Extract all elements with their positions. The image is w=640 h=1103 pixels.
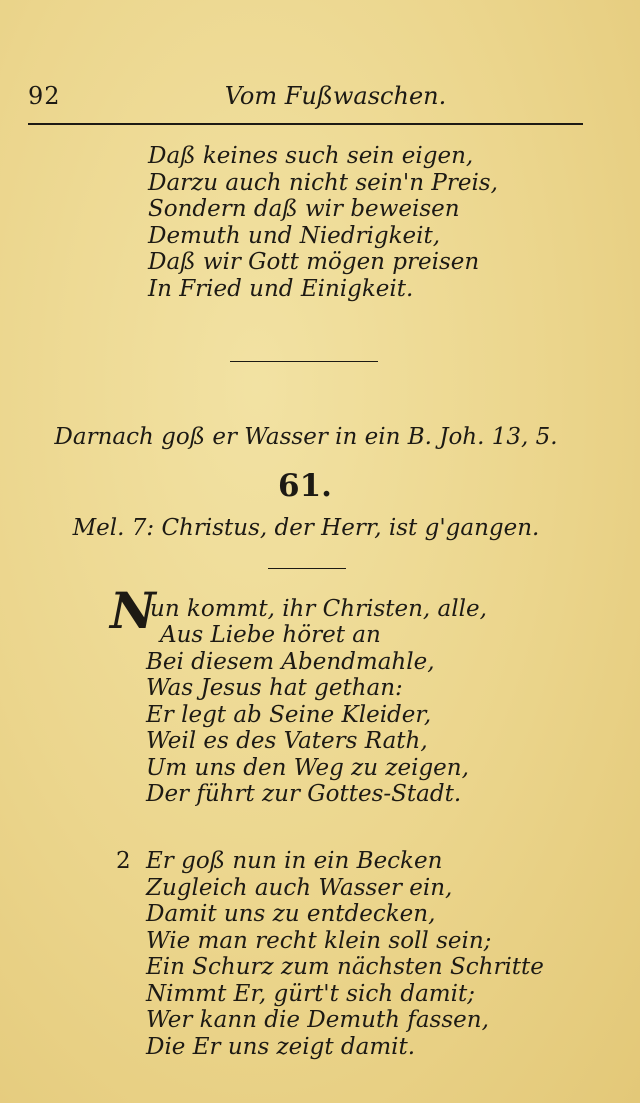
verse-line: Was Jesus hat gethan: — [146, 675, 403, 701]
scripture-reference: Darnach goß er Wasser in ein B. Joh. 13, 5. — [54, 424, 558, 450]
stanza-number: 2 — [116, 848, 131, 874]
verse-line: Darzu auch nicht sein'n Preis, — [148, 169, 498, 196]
verse-line: Bei diesem Abendmahle, — [146, 648, 435, 675]
stanza-2 — [146, 848, 544, 1060]
running-title: Vom Fußwaschen. — [224, 82, 447, 110]
verse-line: Wie man recht klein soll sein; — [146, 927, 492, 954]
page-header — [28, 82, 583, 118]
header-rule — [28, 123, 583, 125]
verse-line: Weil es des Vaters Rath, — [146, 728, 428, 754]
verse-line: Der führt zur Gottes-Stadt. — [146, 781, 462, 807]
melody-divider — [268, 568, 346, 569]
verse-line: Er legt ab Seine Kleider, — [146, 701, 432, 728]
hymn-number: 61. — [278, 468, 332, 504]
verse-line: Er goß nun in ein Becken — [146, 848, 443, 874]
verse-line: un kommt, ihr Christen, alle, — [150, 596, 487, 622]
drop-cap: N — [110, 581, 156, 640]
melody-line: Mel. 7: Christus, der Herr, ist g'gangen. — [72, 515, 540, 541]
verse-line: Zugleich auch Wasser ein, — [146, 874, 453, 901]
verse-line: Damit uns zu entdecken, — [146, 901, 436, 927]
verse-line: Nimmt Er, gürt't sich damit; — [146, 980, 475, 1007]
verse-line: Demuth und Niedrigkeit, — [148, 222, 441, 249]
continued-verse — [148, 143, 498, 302]
verse-line: Sondern daß wir beweisen — [148, 196, 460, 222]
stanza-1 — [146, 622, 469, 808]
verse-line: Daß wir Gott mögen preisen — [148, 249, 480, 275]
verse-line: Daß keines such sein eigen, — [148, 143, 474, 169]
verse-line: Aus Liebe höret an — [160, 622, 381, 648]
verse-line: Die Er uns zeigt damit. — [146, 1033, 416, 1060]
page-number: 92 — [28, 82, 61, 110]
verse-line: Ein Schurz zum nächsten Schritte — [146, 954, 544, 980]
verse-line: In Fried und Einigkeit. — [148, 275, 414, 302]
stanza-1-opening — [150, 596, 487, 623]
verse-line: Um uns den Weg zu zeigen, — [146, 754, 469, 781]
verse-line: Wer kann die Demuth fassen, — [146, 1007, 489, 1033]
section-divider — [230, 361, 378, 362]
